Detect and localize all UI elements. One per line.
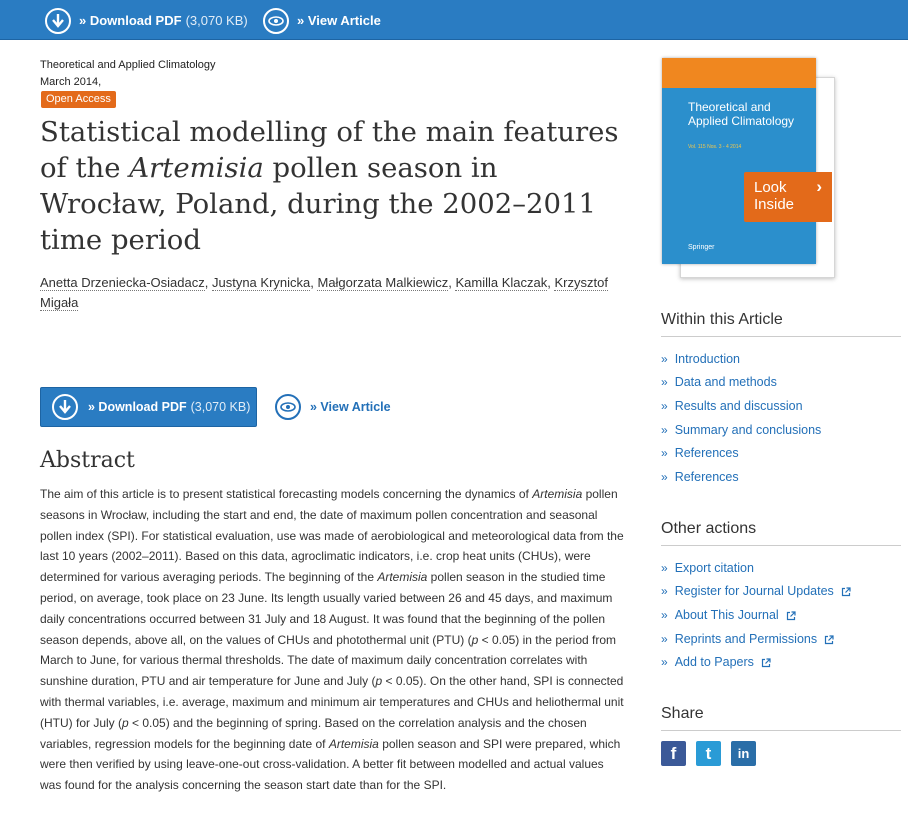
sidebar-link[interactable]	[661, 347, 821, 371]
sidebar-link-label: About This Journal	[674, 607, 779, 622]
journal-name[interactable]: Theoretical and Applied Climatology	[40, 59, 216, 71]
bullet-icon: »	[661, 375, 668, 390]
look-inside-button[interactable]	[744, 172, 832, 222]
cover-title: Theoretical and Applied Climatology	[688, 100, 795, 128]
other-actions-list	[661, 556, 851, 674]
journal-cover[interactable]	[662, 58, 816, 264]
author-link[interactable]: Anetta Drzeniecka-Osiadacz	[40, 275, 205, 290]
author-link[interactable]: Krzysztof Migała	[40, 275, 608, 310]
abstract-heading: Abstract	[40, 448, 135, 473]
bullet-icon: »	[661, 446, 668, 461]
sidebar-link-label: Add to Papers	[674, 655, 754, 670]
external-link-icon	[786, 610, 796, 620]
sidebar-link[interactable]	[661, 418, 821, 442]
sidebar-link[interactable]	[661, 650, 851, 674]
sidebar-link[interactable]	[661, 627, 851, 651]
top-download-label: » Download PDF	[79, 13, 182, 28]
bullet-icon: »	[661, 469, 668, 484]
sidebar-link[interactable]	[661, 394, 821, 418]
download-icon	[45, 8, 71, 34]
abstract-segment: The aim of this article is to present statistical forecasting models concerning the dynamics of	[40, 487, 533, 501]
view-article-button[interactable]	[275, 393, 391, 421]
external-link-icon	[841, 586, 851, 596]
bullet-icon: »	[661, 560, 668, 575]
eye-icon	[263, 8, 289, 34]
divider	[661, 336, 901, 337]
bullet-icon: »	[661, 351, 668, 366]
divider	[661, 730, 901, 731]
abstract-segment: Artemisia	[328, 736, 379, 751]
chevron-right-icon: ›	[816, 177, 822, 196]
sidebar-link-label: Data and methods	[674, 375, 777, 390]
sidebar-link-label: Results and discussion	[674, 398, 803, 413]
sidebar-link-label: Export citation	[674, 560, 754, 575]
divider	[661, 545, 901, 546]
sidebar-link[interactable]	[661, 441, 821, 465]
author-link[interactable]: Justyna Krynicka	[211, 275, 311, 290]
within-article-heading: Within this Article	[661, 311, 783, 328]
external-link-icon	[761, 657, 771, 667]
share-heading: Share	[661, 705, 704, 722]
abstract-segment: < 0.05) and the beginning of spring. Based on the correlation analysis and the chosen variables, regression models for the beginning date of	[40, 715, 587, 751]
linkedin-share-icon[interactable]: in	[731, 741, 756, 766]
sidebar-link[interactable]	[661, 580, 851, 604]
facebook-share-icon[interactable]: f	[661, 741, 686, 766]
download-size: (3,070 KB)	[190, 400, 251, 414]
abstract-segment: < 0.05) in the period from March to June, for various thermal thresholds. The date of maximum daily concentration correlates with sunshine duration, PTU and air temperature for June and July (	[40, 632, 617, 689]
cover-volume: Vol. 115 Nos. 3 - 4 2014	[688, 144, 742, 150]
other-actions-heading: Other actions	[661, 520, 757, 537]
top-download-size: (3,070 KB)	[185, 13, 248, 28]
issue-date: March 2014,	[40, 76, 102, 88]
view-label: » View Article	[310, 400, 391, 414]
author-link[interactable]: Kamilla Klaczak	[455, 275, 548, 290]
sidebar-link-label: References	[674, 469, 739, 484]
abstract-segment: pollen season and SPI were prepared, which were then verified by using leave-one-out cross-validation. A better fit between modelled and actual values was found for the analysis concerning the season start date than for the SPI.	[40, 736, 621, 793]
cover-publisher: Springer	[688, 244, 715, 251]
sidebar-link[interactable]	[661, 556, 851, 580]
download-label: » Download PDF	[88, 400, 187, 414]
abstract-segment: < 0.05). On the other hand, SPI is connected with thermal variables, i.e. average, maximum and minimum air temperatures and CHUs and heliothermal unit (HTU) for July (	[40, 674, 624, 730]
sidebar-link-label: References	[674, 446, 739, 461]
bullet-icon: »	[661, 398, 668, 413]
abstract-segment: pollen seasons in Wrocław, including the start and end, the date of maximum pollen concentration and seasonal pollen index (SPI). For statistical evaluation, use was made of aerobiological and meteorological data from the last 10 years (2002–2011). Based on this data, agroclimatic indicators, i.e. crop heat units (CHUs), were determined for various averaging periods. The beginning of the	[40, 487, 624, 585]
top-view-article-button[interactable]	[263, 7, 385, 34]
author-link[interactable]: Małgorzata Malkiewicz	[317, 275, 449, 290]
sidebar-link[interactable]	[661, 603, 851, 627]
abstract-segment: pollen season in the studied time period, on average, took place on 23 June. Its length usually varied between 26 and 45 days, and maximum daily concentrations occurred between 31 July and 18 August. It was found that the beginning of the pollen season depends, above all, on the values of CHUs and photothermal unit (PTU) (	[40, 570, 613, 647]
bullet-icon: »	[661, 655, 668, 670]
abstract-segment: p	[122, 715, 129, 730]
author-list: Anetta Drzeniecka-Osiadacz, Justyna Krynicka, Małgorzata Malkiewicz, Kamilla Klaczak, Krzysztof Migała	[40, 275, 608, 310]
eye-icon	[275, 394, 301, 420]
abstract-segment: p	[375, 674, 383, 689]
download-icon	[52, 394, 78, 420]
abstract-segment: Artemisia	[532, 487, 583, 501]
download-pdf-button[interactable]	[40, 387, 257, 427]
sidebar-link[interactable]	[661, 465, 821, 489]
within-article-list	[661, 347, 821, 489]
sidebar-link[interactable]	[661, 371, 821, 395]
cover-top-stripe	[662, 58, 816, 88]
bullet-icon: »	[661, 631, 668, 646]
bullet-icon: »	[661, 422, 668, 437]
bullet-icon: »	[661, 607, 668, 622]
external-link-icon	[824, 634, 834, 644]
top-action-bar	[0, 0, 908, 40]
look-inside-label: Look Inside	[754, 179, 795, 213]
top-view-label: » View Article	[297, 13, 381, 28]
abstract-text	[40, 484, 624, 796]
sidebar-link-label: Register for Journal Updates	[674, 584, 834, 599]
sidebar-link-label: Introduction	[674, 351, 741, 366]
open-access-badge: Open Access	[41, 91, 116, 108]
abstract-segment: Artemisia	[377, 570, 428, 585]
article-title: Statistical modelling of the main features of the Artemisia pollen season in Wrocław, Poland, during the 2002–2011 time period	[40, 116, 619, 256]
sidebar-link-label: Reprints and Permissions	[674, 631, 818, 646]
sidebar-link-label: Summary and conclusions	[674, 422, 822, 437]
top-download-pdf-button[interactable]	[45, 7, 248, 34]
abstract-segment: p	[471, 632, 479, 647]
twitter-share-icon[interactable]: t	[696, 741, 721, 766]
bullet-icon: »	[661, 584, 668, 599]
